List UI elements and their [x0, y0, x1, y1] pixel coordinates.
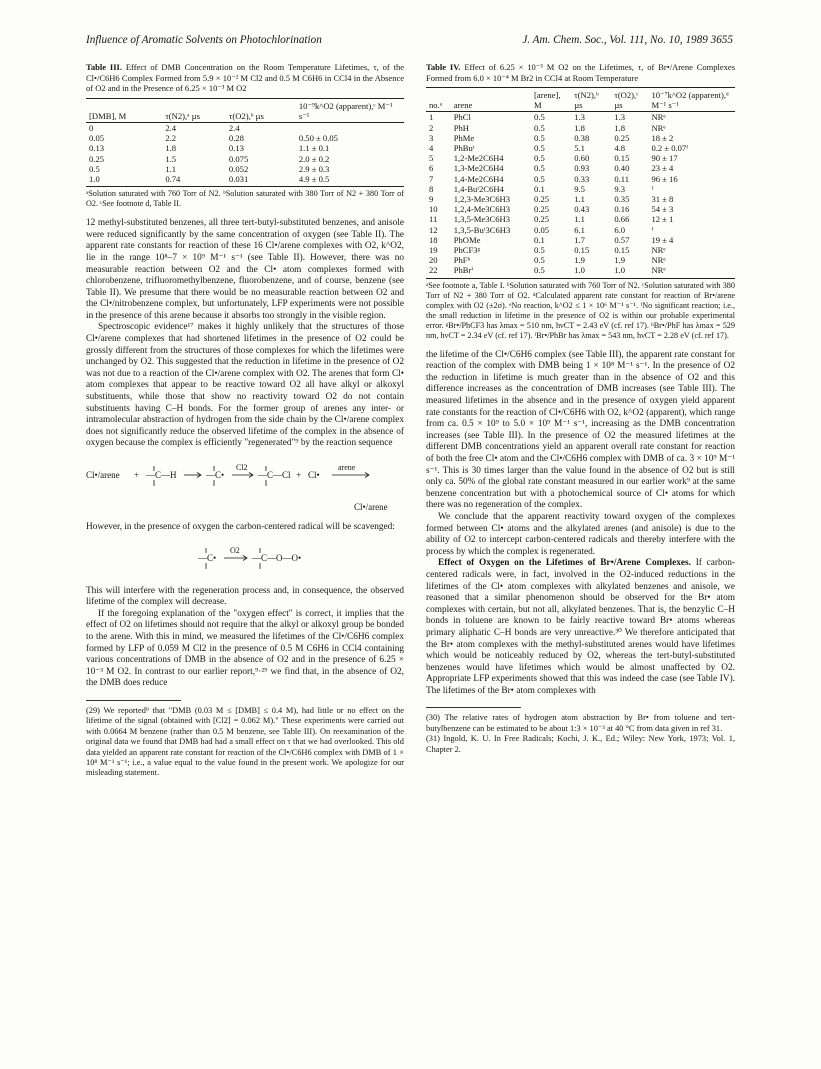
table4-cell: 1.0 [571, 265, 611, 278]
paragraph-text: If carbon-centered radicals were, in fact, involved in the O2-induced reductions in the lifetimes of the Cl• atom complexes with alkylated benzenes and anisole, we reasoned that a similar phenomenon should be observed for the Br• atom complexes with certain, but not all, alkylated benzenes. That is, the benzylic C–H bonds in toluene are known to be fairly reactive toward Br• atoms whereas primary aliphatic C–H bonds are very unreactive.³⁰ We therefore anticipated that the Br• atom complexes with the methyl-substituted arenes would have lifetimes which would be noticeably reduced by O2, whereas the tert-butyl-substituted benzenes would have lifetimes which would be almost unaffected by O2. Appropriate LFP experiments showed that this was indeed the case (see Table IV). The lifetimes of the Br• atom complexes with [426, 558, 736, 696]
reaction-scheme-2 [86, 540, 404, 576]
table4-cell: 9.5 [574, 183, 585, 194]
table4-cell: 1.3 [574, 112, 585, 123]
table4-cell: 19 [429, 245, 438, 256]
table3-header: 10⁻⁹k^O2 (apparent),ᶜ M⁻¹ s⁻¹ [296, 98, 404, 122]
reaction-scheme-2-svg [86, 540, 404, 576]
table4-cell: 1 [429, 112, 434, 123]
table4-caption-text: Effect of 6.25 × 10⁻³ M O2 on the Lifetimes, τ, of Br•/Arene Complexes Formed from 6.0 × 10⁻⁴ M Br2 in CCl4 at Room Temperature [426, 62, 736, 83]
table4-cell: 54 ± 3 [651, 204, 674, 215]
table4-row [426, 123, 735, 133]
table4-cell: 0.15 [574, 245, 590, 256]
footnote-divider [86, 700, 181, 701]
table4-cell: 6 [429, 163, 434, 174]
table4-cell: 12 [429, 224, 438, 235]
paragraph [426, 558, 735, 697]
table4-cell: PhMe [453, 132, 475, 143]
table4-cell: 1.9 [574, 255, 585, 266]
table4-cell: 18 ± 2 [651, 132, 674, 143]
table4-row [426, 133, 735, 143]
table4-header: no.ᵃ [426, 88, 451, 112]
table4-cell: NRᵉ [651, 122, 666, 133]
table4-cell: 1.0 [611, 265, 648, 278]
table4-cell: 6.0 [614, 224, 626, 235]
table4-cell: 1.9 [614, 255, 626, 266]
scheme2-arrow-label: O2 [230, 545, 240, 555]
table4-cell: 31 ± 8 [651, 194, 674, 205]
paragraph: If the foregoing explanation of the "oxygen effect" is correct, it implies that the effect of O2 on lifetimes should not require that the alkyl or alkoxyl group be bonded to the arene. With this in mind, we measured the lifetimes of the Cl•/C6H6 complex formed by LFP of 0.059 M Cl2 in the presence of 0.5 M C6H6 in CCl4 containing various concentrations of DMB in the absence of O2 and in the presence of 6.25 × 10⁻³ M O2. In contrast to our earlier report,⁹·²⁹ we find that, in the absence of O2, the DMB does reduce [86, 608, 404, 689]
table4-cell: 9 [429, 194, 434, 205]
table3-row [86, 122, 404, 133]
table4-cell: 90 ± 17 [651, 153, 678, 164]
table3-cell: 0.5 [89, 163, 100, 174]
table4-cell: 0.2 ± 0.07ᶠ [651, 143, 689, 154]
table4-cell: 0.5 [534, 132, 545, 143]
paragraph: 12 methyl-substituted benzenes, all three tert-butyl-substituted benzenes, and anisole were reduced significantly by the same concentration of oxygen (see Table II). The apparent rate constants for reaction of these 16 Cl•/arene complexes with O2, k^O2, lie in the range 10⁸–7 × 10⁹ M⁻¹ s⁻¹ (see Table II). However, there was no measurable reaction between O2 and the Cl• atom complexes formed with chlorobenzene, trifluoromethylbenzene, fluorobenzene, and of course, benzene (see Table II). We presume that there would be no measurable reaction between O2 and the Cl•/nitrobenzene complex, but unfortunately, LFP experiments were not possible in the presence of this arene because it absorbs too strongly in the visible region. [86, 218, 404, 321]
scheme1-arrow-label: Cl2 [236, 463, 248, 472]
table4-cell: 22 [426, 265, 451, 278]
table4-cell: 0.05 [534, 224, 550, 235]
table4-cell: 1,2,3-Me3C6H3 [453, 194, 511, 205]
table3-cell: 4.9 ± 0.5 [296, 174, 404, 187]
table3-row [86, 174, 404, 187]
table4-cell: 0.16 [614, 204, 630, 215]
table4-cell: NRᵉ [651, 112, 666, 123]
table4-cell: ᶠ [651, 224, 654, 235]
table4-cell: 1.3 [614, 112, 626, 123]
scheme1-arrow-label: arene [338, 463, 356, 472]
table4-cell: 0.43 [574, 204, 590, 215]
table4-cell: 0.60 [574, 153, 590, 164]
table4-cell: 0.5 [531, 265, 571, 278]
table4-cell: 5.1 [574, 143, 585, 154]
table4-row [426, 265, 735, 278]
table4-cell: 23 ± 4 [651, 163, 674, 174]
table3-cell: 2.4 [165, 122, 177, 133]
table4-cell: 0.40 [614, 163, 630, 174]
table3-cell: 1.8 [165, 143, 177, 154]
table4-cell: 0.5 [534, 122, 545, 133]
table4-cell: 0.25 [534, 194, 550, 205]
table4-cell: 1,3,5-Me3C6H3 [453, 214, 511, 225]
table4-cell: PhBrⁱ [451, 265, 531, 278]
table3-cell: 0.075 [228, 153, 249, 164]
table3-cell: 1.1 ± 0.1 [298, 143, 330, 154]
table4-cell: 1,2-Me2C6H4 [453, 153, 504, 164]
table4-row [426, 143, 735, 153]
table4-cell: 1.1 [574, 194, 585, 205]
table4-cell: 0.5 [534, 255, 545, 266]
table4-row [426, 112, 735, 123]
table4-caption [426, 62, 735, 83]
table4-cell: 2 [429, 122, 434, 133]
table4-cell: 1.8 [574, 122, 585, 133]
table4-row [426, 225, 735, 235]
table4-cell: 6.1 [574, 224, 585, 235]
table4-cell: 0.5 [534, 163, 545, 174]
table4-cell: PhCl [453, 112, 471, 123]
table3-row [86, 143, 404, 153]
table4-cell: 0.5 [534, 173, 545, 184]
paragraph: This will interfere with the regeneration process and, in consequence, the observed lifetime of the complex will decrease. [86, 585, 404, 608]
table3-row [86, 133, 404, 143]
table3-row [86, 164, 404, 174]
table4-cell: 8 [429, 183, 434, 194]
table4-footnote: ᵃSee footnote a, Table I. ᵇSolution saturated with 760 Torr of N2. ᶜSolution saturated with 380 Torr of N2 + 380 Torr of O2. ᵈCalculated apparent rate constant for reaction of Br•/arene complex with O2 (±2σ). ᵉNo reaction, k^O2 ≤ 1 × 10⁶ M⁻¹ s⁻¹. ᶠNo significant reaction; i.e., the small reduction in lifetime in the presence of O2 is within our probable experimental error. ᵍBr•/PhCF3 has λmax = 510 nm, hνCT = 2.43 eV (cf. ref 17). ʰBr•/PhF has λmax = 529 nm, hνCT = 2.34 eV (cf. ref 17). ⁱBr•/PhBr has λmax = 543 nm, hνCT = 2.28 eV (cf. ref 17). [426, 280, 735, 340]
table4-cell: PhCF3ᵍ [453, 245, 481, 256]
table4-cell: 96 ± 16 [651, 173, 678, 184]
table4-row [426, 235, 735, 245]
table4-cell: 4.8 [614, 143, 626, 154]
table3-footnote: ᵃSolution saturated with 760 Torr of N2. ᵇSolution saturated with 380 Torr of N2 + 380 Torr of O2. ᶜSee footnote d, Table II. [86, 189, 404, 209]
table3 [86, 98, 404, 188]
table4-cell: 0.15 [614, 245, 630, 256]
table3-cell: 2.2 [165, 133, 177, 144]
table4-cell: 0.25 [534, 214, 550, 225]
table3-cell: 2.0 ± 0.2 [298, 153, 330, 164]
scheme1-reactant: Cl•/arene [86, 470, 120, 480]
table4-cell: 0.66 [614, 214, 630, 225]
table4-cell: 4 [429, 143, 434, 154]
footnote-30: (30) The relative rates of hydrogen atom abstraction by Br• from toluene and tert-butylbenzene can be estimated to be about 1:3 × 10⁻³ at 40 °C from data given in ref 31. [426, 713, 735, 733]
table4-cell: NRᵉ [648, 265, 735, 278]
scheme2-product: —C—O—O• [252, 552, 302, 563]
header-journal: J. Am. Chem. Soc., Vol. 111, No. 10, 1989 3655 [522, 34, 733, 46]
table4-cell: 1,2,4-Me3C6H3 [453, 204, 511, 215]
footnote-divider [426, 707, 521, 708]
table3-cell: 0.13 [89, 143, 105, 154]
table4-cell: 0.25 [534, 204, 550, 215]
table3-cell: 1.5 [165, 153, 177, 164]
table3-body [86, 122, 404, 186]
right-column [426, 62, 735, 755]
table3-cell: 2.4 [228, 122, 240, 133]
table4-body [426, 112, 735, 278]
table3-caption-text: Effect of DMB Concentration on the Room Temperature Lifetimes, τ, of the Cl•/C6H6 Complex Formed from 5.9 × 10⁻² M Cl2 and 0.5 M C6H6 in CCl4 in the Absence of O2 and in the Presence of 6.25 × 10⁻³ M O2 [86, 62, 404, 93]
table3-cell: 0.05 [89, 133, 105, 144]
table4-cell: 18 [429, 234, 438, 245]
table3-label: Table III. [86, 62, 122, 72]
table4-cell: NRᵉ [651, 255, 666, 266]
table3-cell: 1.0 [86, 174, 162, 187]
table4-cell: 0.15 [614, 153, 630, 164]
table4-row [426, 153, 735, 163]
scheme1-radical: —C• [206, 470, 225, 480]
table4-cell: 0.33 [574, 173, 590, 184]
header-title: Influence of Aromatic Solvents on Photochlorination [86, 34, 322, 46]
table4-cell: 0.1 [534, 234, 545, 245]
table3-row [86, 154, 404, 164]
table4-cell: 1,3-Me2C6H4 [453, 163, 504, 174]
table4-cell: 0.5 [534, 112, 545, 123]
table4-cell: 1.8 [614, 122, 626, 133]
table4-cell: 1,4-Buᵗ2C6H4 [453, 183, 504, 194]
table4-row [426, 163, 735, 173]
table4-cell: 0.57 [614, 234, 630, 245]
table4-cell: PhFʰ [453, 255, 471, 266]
left-column [86, 62, 404, 779]
table4-cell: 0.1 [534, 183, 545, 194]
table3-header: [DMB], M [86, 98, 162, 122]
table4-cell: NRᵉ [651, 245, 666, 256]
table3-header: τ(O2),ᵇ µs [226, 98, 296, 122]
table3-cell: 0.50 ± 0.05 [298, 133, 338, 144]
table4-row [426, 194, 735, 204]
table3-caption [86, 62, 404, 94]
table3-header: τ(N2),ᵃ µs [162, 98, 226, 122]
scheme2-radical: —C• [198, 552, 217, 563]
scheme1-plus: + [134, 470, 140, 480]
table4-cell: 1.1 [574, 214, 585, 225]
table3-cell: 0.74 [162, 174, 226, 187]
table4-cell: 0.5 [534, 153, 545, 164]
reaction-scheme-1-svg [86, 456, 404, 518]
table4-cell: 0.11 [614, 173, 630, 184]
table4-cell: 0.35 [614, 194, 630, 205]
table4-row [426, 184, 735, 194]
table4-cell: 1.7 [574, 234, 585, 245]
scheme1-plus: + [296, 470, 302, 480]
table3-cell: 1.1 [165, 163, 177, 174]
table4-row [426, 204, 735, 214]
table4-cell: 19 ± 4 [651, 234, 674, 245]
footnote-29: (29) We reported⁹ that "DMB (0.03 M ≤ [DMB] ≤ 0.4 M), had little or no effect on the lifetime of the signal (obtained with [Cl2] = 0.062 M)." These experiments were carried out with 0.0664 M benzene (rather than 0.5 M benzene, see Table III). On reexamination of the original data we found that DMB had had a small effect on τ that we had overlooked. This old data yielded an apparent rate constant for reaction of the Cl•/C6H6 complex with DMB of 1 × 10⁸ M⁻¹ s⁻¹; i.e., a value equal to the value found in the present work. We apologize for our misleading statement. [86, 705, 404, 778]
table4-row [426, 174, 735, 184]
table4-header: arene [451, 88, 531, 112]
table4-row [426, 245, 735, 255]
table3-cell: 0.052 [228, 163, 249, 174]
table4-cell: 20 [429, 255, 438, 266]
scheme1-cl-atom: Cl• [308, 470, 320, 480]
table4-cell: 12 ± 1 [651, 214, 674, 225]
paragraph: the lifetime of the Cl•/C6H6 complex (see Table III), the apparent rate constant for reaction of the complex with DMB being 1 × 10⁸ M⁻¹ s⁻¹. In the presence of O2 the reduction in lifetime is much greater than in the absence of O2 and this difference increases as the concentration of DMB increases (see Table III). The measured lifetimes in the absence and in the presence of oxygen yield apparent rate constants for the reaction of Cl•/C6H6 with O2, k^O2 (apparent), which range from ca. 0.5 × 10⁹ to 5.0 × 10⁹ M⁻¹ s⁻¹, increasing as the DMB concentration increases (see Table III). In the presence of O2 the measured lifetimes at the different DMB concentrations yield an apparent overall rate constant for reaction of both the free Cl• atom and the Cl•/C6H6 complex with DMB of ca. 3 × 10⁹ M⁻¹ s⁻¹. This is 30 times larger than the value found in the absence of O2 but is still only ca. 50% of the global rate constant measured in our earlier work⁹ at the same benzene concentration but with a photochemical source of Cl• atoms for which there was no regeneration of the complex. [426, 349, 735, 511]
table3-cell: 0.031 [226, 174, 296, 187]
table3-cell: 2.9 ± 0.3 [298, 163, 330, 174]
table4-cell: 7 [429, 173, 434, 184]
scheme1-ch: —C—H [146, 470, 177, 480]
table4-cell: PhH [453, 122, 470, 133]
table4-cell: 10 [429, 204, 438, 215]
table4-row [426, 214, 735, 224]
table3-cell: 0.28 [228, 133, 244, 144]
paragraph: Spectroscopic evidence¹⁷ makes it highly unlikely that the structures of those Cl•/arene complexes that had shortened lifetimes in the presence of O2 could be grossly different from the structures of those complexes for which the lifetimes were unchanged by O2. This suggested that the reduction in lifetime in the presence of O2 was not due to a reaction of the Cl•/arene complex with O2. The arenes that form Cl• atom complexes that appear to be reactive toward O2 all have alkyl or alkoxyl substituents, while those that show no reactivity toward O2 do not contain substituents having C–H bonds. For the former group of arenes any inter- or intramolecular abstraction of hydrogen from the side chain by the Cl•/arene complex does not significantly reduce the observed lifetime of the complex in the absence of oxygen because the complex is efficiently "regenerated"⁹ by the reaction sequence [86, 322, 404, 449]
table4-label: Table IV. [426, 62, 461, 72]
running-header [86, 34, 733, 50]
table3-cell: 0.25 [89, 153, 105, 164]
table4-header: τ(N2),ᵇ µs [571, 88, 611, 112]
scheme1-product: Cl•/arene [354, 502, 388, 512]
footnote-31: (31) Ingold, K. U. In Free Radicals; Kochi, J. K., Ed.; Wiley: New York, 1973; Vol. 1, Chapter 2. [426, 734, 735, 754]
table4-cell: 1,4-Me2C6H4 [453, 173, 504, 184]
table4-cell: PhBuᵗ [453, 143, 475, 154]
table4-cell: 5 [429, 153, 434, 164]
table4-cell: 0.25 [614, 132, 630, 143]
table4-cell: 9.3 [614, 183, 626, 194]
table4-cell: 0.5 [534, 143, 545, 154]
table3-cell: 0.13 [228, 143, 244, 154]
table4 [426, 87, 735, 279]
table4-cell: 1,3,5-Buᵗ3C6H3 [453, 224, 511, 235]
table4-header: τ(O2),ᶜ µs [611, 88, 648, 112]
table4-row [426, 255, 735, 265]
paragraph: However, in the presence of oxygen the carbon-centered radical will be scavenged: [86, 522, 395, 532]
table4-cell: PhOMe [453, 234, 481, 245]
table4-cell: 0.93 [574, 163, 590, 174]
table4-cell: 3 [429, 132, 434, 143]
table3-cell: 0 [89, 122, 94, 133]
table4-cell: 11 [429, 214, 438, 225]
table4-header: [arene], M [531, 88, 571, 112]
paragraph: We conclude that the apparent reactivity toward oxygen of the complexes formed between Cl• atoms and the alkylated arenes (and anisole) is due to the ability of O2 to intercept carbon-centered radicals and thereby interfere with the process by which the complex is regenerated. [426, 511, 735, 557]
table4-cell: 0.5 [534, 245, 545, 256]
section-heading: Effect of Oxygen on the Lifetimes of Br•/Arene Complexes. [438, 558, 691, 569]
scheme1-ccl: —C—Cl [258, 470, 291, 480]
table3-cell [296, 122, 404, 133]
reaction-scheme-1 [86, 456, 404, 518]
table4-header: 10⁻⁷k^O2 (apparent),ᵈ M⁻¹ s⁻¹ [648, 88, 735, 112]
table4-cell: 0.38 [574, 132, 590, 143]
table4-cell: ᶠ [651, 183, 654, 194]
